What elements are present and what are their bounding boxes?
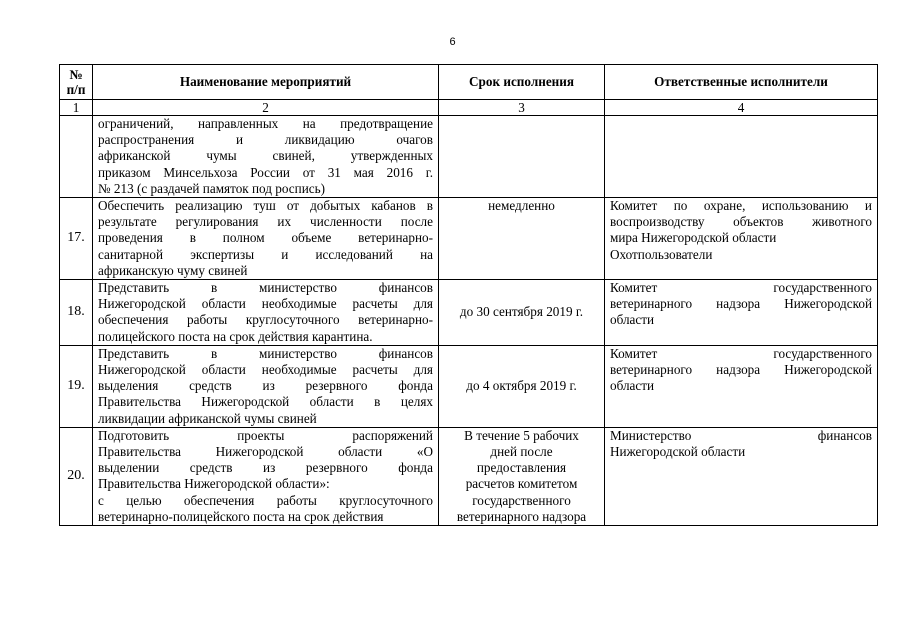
term-line: ветеринарного надзора: [456, 508, 587, 524]
term-line: до 30 сентября 2019 г.: [459, 304, 584, 320]
term-line: дней после: [490, 444, 553, 460]
measure-line: обеспечения работы круглосуточного ветеринарно-: [98, 312, 433, 328]
responsible-line: мира Нижегородской области: [610, 230, 777, 246]
term-cell: [439, 198, 605, 280]
measure-line: ограничений, направленных на предотвращение: [98, 116, 433, 131]
measure-line: ликвидации африканской чумы свиней: [98, 410, 317, 426]
term-line: государственного: [472, 492, 571, 508]
header-number: № п/п: [60, 65, 93, 100]
responsible-cell: [605, 280, 878, 346]
term-line: расчетов комитетом: [465, 476, 578, 492]
responsible-cell: [605, 116, 878, 198]
measure-line: Правительства Нижегородской области «О: [98, 444, 433, 460]
row-number: 20.: [60, 427, 93, 525]
responsible-line: Комитет по охране, использованию и: [610, 198, 872, 214]
header-measures: Наименование мероприятий: [93, 65, 439, 100]
responsible-cell: [605, 198, 878, 280]
term-line: немедленно: [488, 198, 555, 214]
responsible-line: Комитет государственного: [610, 345, 872, 361]
responsible-cell: [605, 427, 878, 525]
measure-line: Нижегородской области необходимые расчеты для: [98, 296, 433, 312]
measure-line: Правительства Нижегородской области»:: [98, 476, 330, 492]
term-cell: [439, 345, 605, 427]
header-responsible: Ответственные исполнители: [605, 65, 878, 100]
measure-line: ветеринарно-полицейского поста на срок действия: [98, 508, 384, 524]
measure-line: санитарной экспертизы и исследований на: [98, 246, 433, 262]
measure-line: Представить в министерство финансов: [98, 280, 433, 296]
table-row: [60, 345, 878, 427]
table-row: [60, 198, 878, 280]
column-number: 4: [605, 100, 878, 116]
term-line: предоставления: [476, 460, 567, 476]
measure-line: Нижегородской области необходимые расчеты для: [98, 362, 433, 378]
column-number: 3: [439, 100, 605, 116]
column-numbers-row: [60, 100, 878, 116]
term-cell: [439, 280, 605, 346]
measure-line: Правительства Нижегородской области в целях: [98, 394, 433, 410]
measure-line: с целью обеспечения работы круглосуточного: [98, 492, 433, 508]
table-row: [60, 427, 878, 525]
measure-line: приказом Минсельхоза России от 31 мая 2016 г.: [98, 164, 433, 180]
measures-table: [59, 64, 878, 526]
responsible-line: ветеринарного надзора Нижегородской: [610, 362, 872, 378]
responsible-line: Нижегородской области: [610, 444, 746, 460]
table-row: [60, 116, 878, 198]
measure-line: результате регулирования их численности после: [98, 214, 433, 230]
measure-line: проведения в полном объеме ветеринарно-: [98, 230, 433, 246]
measure-line: распространения и ликвидацию очагов: [98, 132, 433, 148]
row-number: [60, 116, 93, 198]
row-number: 19.: [60, 345, 93, 427]
measure-line: № 213 (с раздачей памяток под роспись): [98, 180, 326, 196]
measure-line: африканской чумы свиней, утвержденных: [98, 148, 433, 164]
responsible-line: Охотпользователи: [610, 246, 713, 262]
measure-text: [93, 427, 439, 525]
measure-line: Обеспечить реализацию туш от добытых кабанов в: [98, 198, 433, 214]
page-number: 6: [449, 36, 456, 48]
measure-line: выделения средств из резервного фонда: [98, 378, 433, 394]
column-number: 1: [60, 100, 93, 116]
header-row: [60, 65, 878, 100]
measure-text: [93, 345, 439, 427]
measure-line: выделении средств из резервного фонда: [98, 460, 433, 476]
measure-text: [93, 280, 439, 346]
responsible-line: воспроизводству объектов животного: [610, 214, 872, 230]
measure-text: [93, 198, 439, 280]
measure-line: полицейского поста на срок действия карантина.: [98, 328, 373, 344]
responsible-line: Комитет государственного: [610, 280, 872, 296]
term-cell: [439, 427, 605, 525]
header-term: Срок исполнения: [439, 65, 605, 100]
measure-text: [93, 116, 439, 198]
table-row: [60, 280, 878, 346]
term-line: В течение 5 рабочих: [464, 427, 579, 443]
measure-line: Представить в министерство финансов: [98, 345, 433, 361]
responsible-line: области: [610, 378, 655, 394]
column-number: 2: [93, 100, 439, 116]
responsible-line: области: [610, 312, 655, 328]
row-number: 17.: [60, 198, 93, 280]
term-line: до 4 октября 2019 г.: [466, 378, 577, 394]
responsible-cell: [605, 345, 878, 427]
measure-line: Подготовить проекты распоряжений: [98, 427, 433, 443]
row-number: 18.: [60, 280, 93, 346]
responsible-line: ветеринарного надзора Нижегородской: [610, 296, 872, 312]
responsible-line: Министерство финансов: [610, 427, 872, 443]
measure-line: африканскую чуму свиней: [98, 262, 248, 278]
term-cell: [439, 116, 605, 198]
